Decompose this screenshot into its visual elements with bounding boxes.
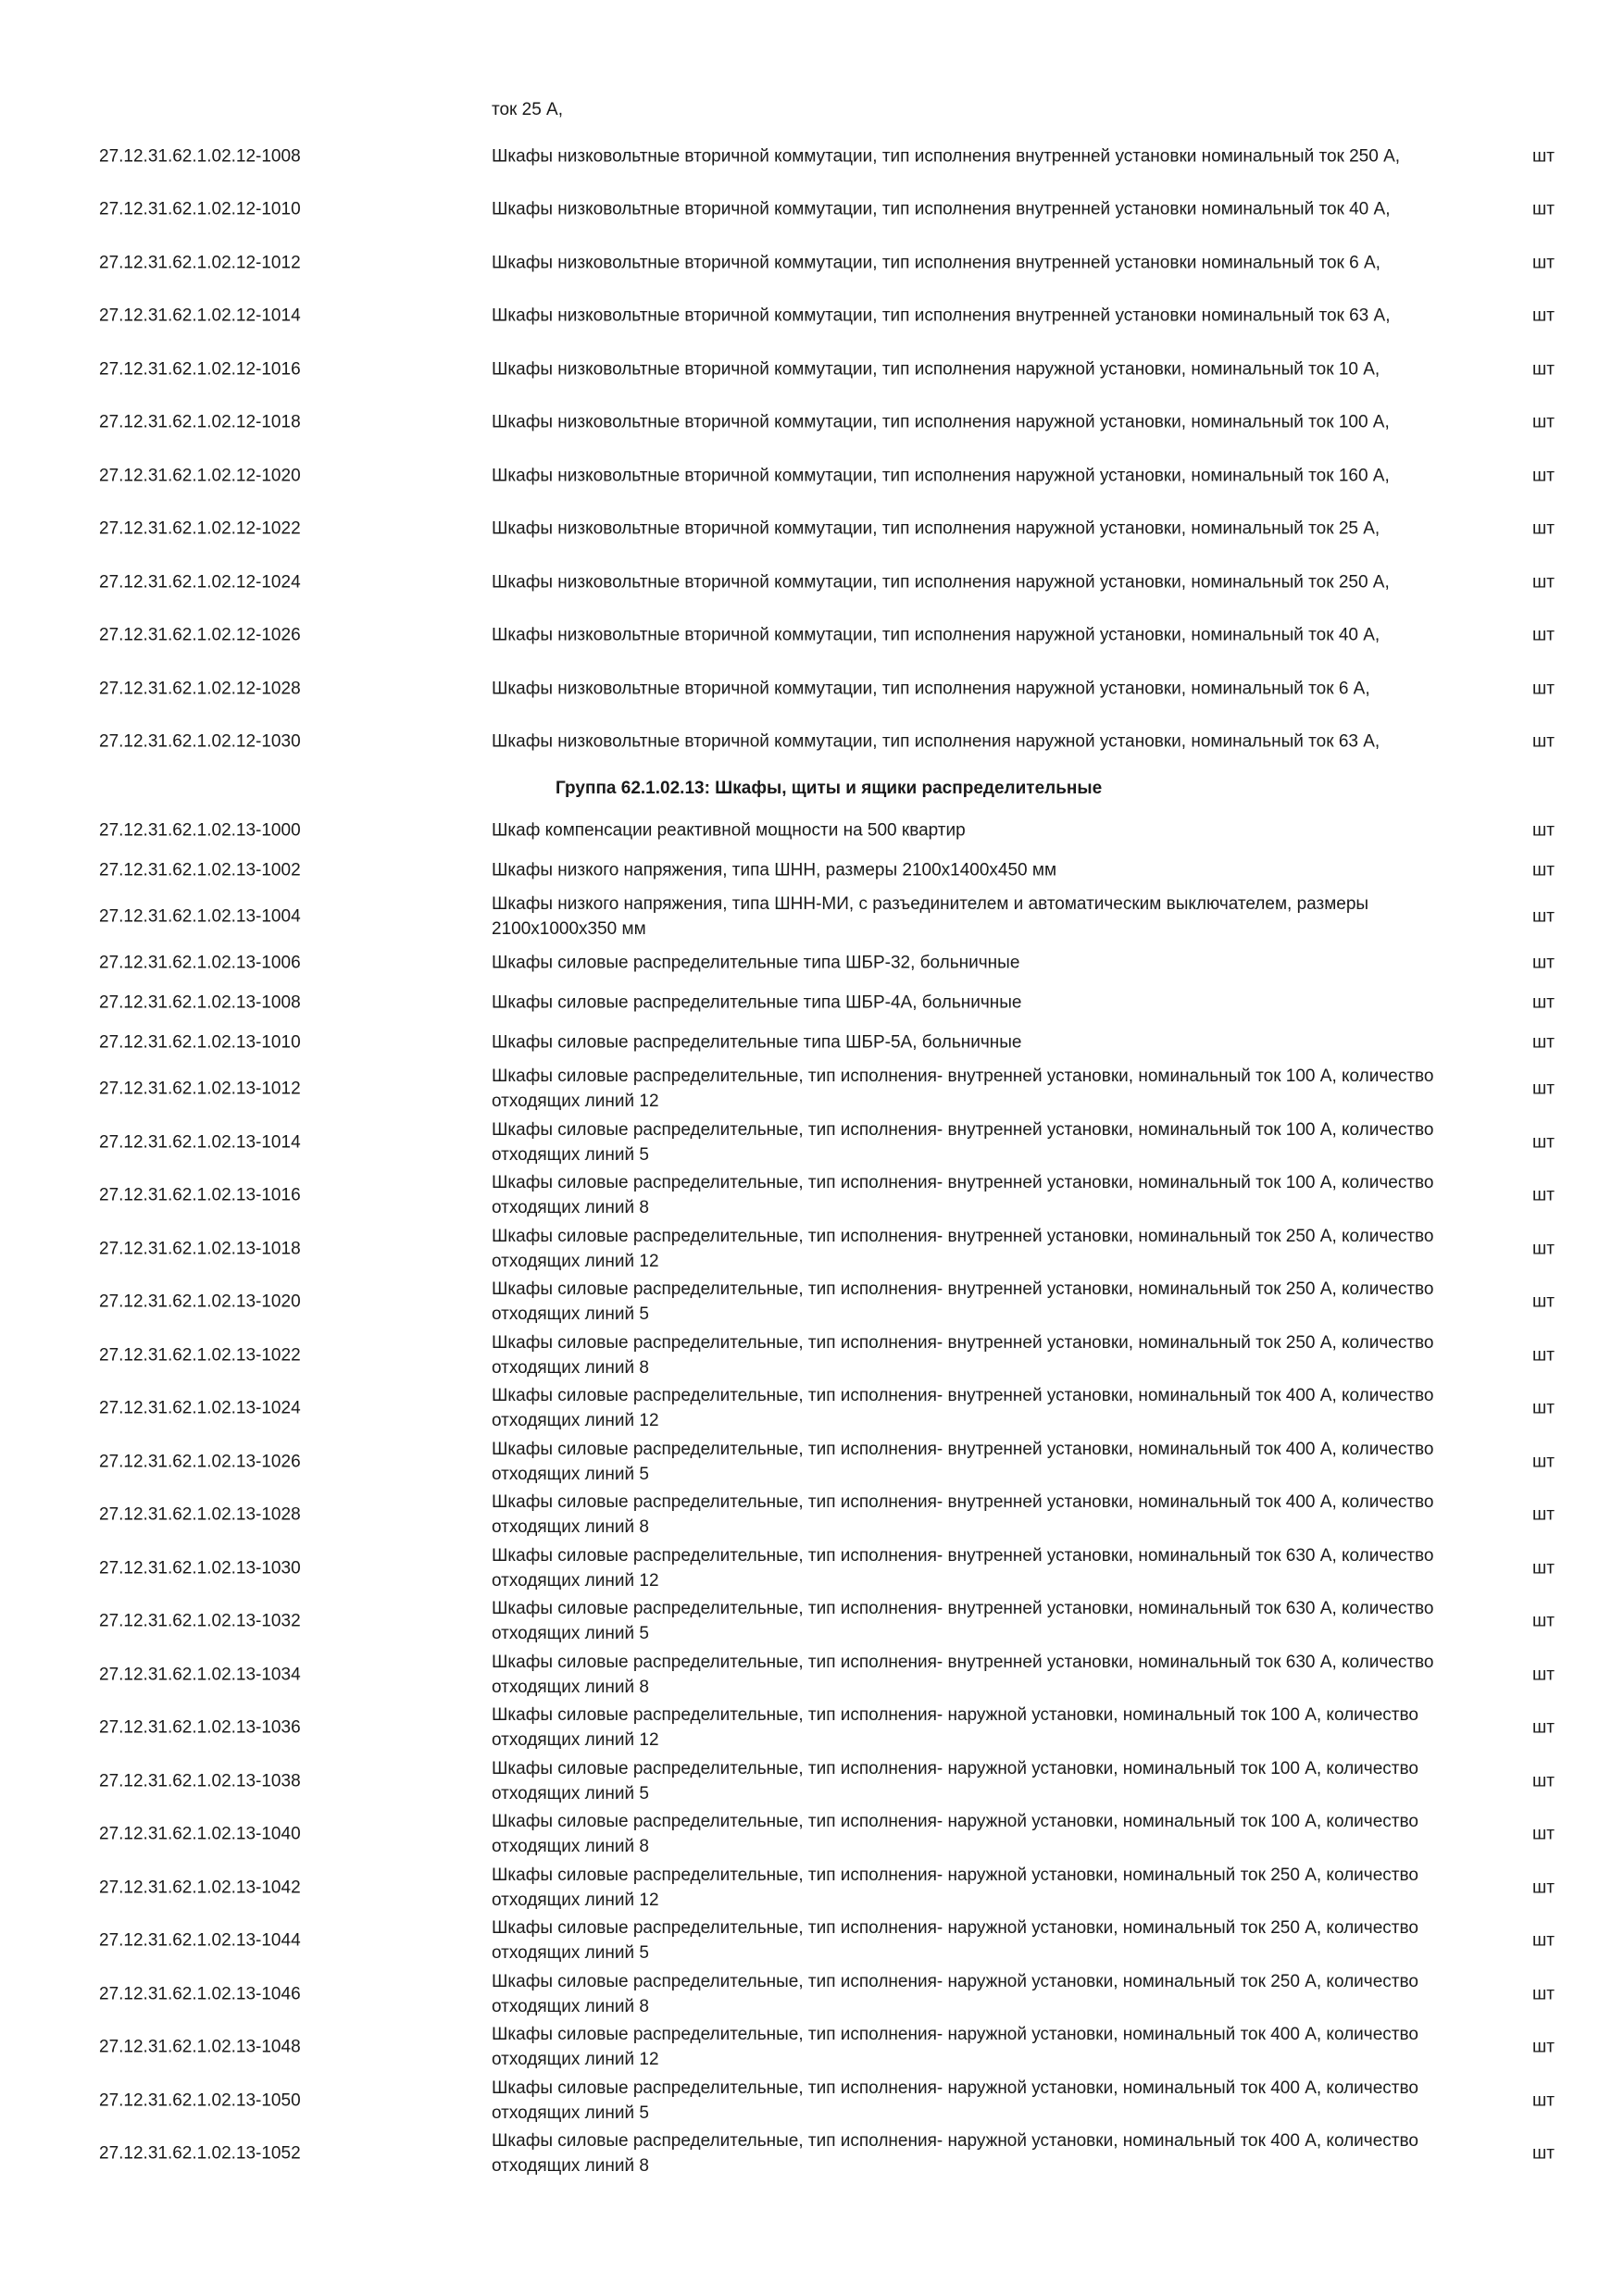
- row-name: Шкафы низковольтные вторичной коммутации, тип исполнения внутренней установки номинальный ток 63 А,: [492, 306, 1391, 326]
- table-row: [0, 1023, 1624, 1063]
- row-unit: шт: [1532, 1558, 1555, 1578]
- row-unit: шт: [1532, 1824, 1555, 1844]
- row-code: 27.12.31.62.1.02.12-1012: [99, 253, 301, 273]
- row-code: 27.12.31.62.1.02.13-1002: [99, 860, 301, 880]
- row-code: 27.12.31.62.1.02.12-1030: [99, 731, 301, 752]
- table-row: [0, 555, 1624, 609]
- table-row: [0, 1276, 1624, 1329]
- row-code: 27.12.31.62.1.02.12-1028: [99, 679, 301, 699]
- row-unit: шт: [1532, 1504, 1555, 1525]
- table-row: [0, 1063, 1624, 1117]
- continuation-text: ток 25 А,: [492, 100, 564, 119]
- row-name: Шкафы силовые распределительные, тип исполнения- внутренней установки, номинальный ток 400 А, количество отходящих линий 5: [492, 1439, 1434, 1484]
- row-name: Шкафы силовые распределительные, тип исполнения- внутренней установки, номинальный ток 400 А, количество отходящих линий 8: [492, 1492, 1434, 1538]
- row-name: Шкафы силовые распределительные, тип исполнения- внутренней установки, номинальный ток 100 А, количество отходящих линий 8: [492, 1173, 1434, 1218]
- table-row: [0, 943, 1624, 983]
- table-row: [0, 1595, 1624, 1649]
- table-row: [0, 396, 1624, 450]
- row-code: 27.12.31.62.1.02.13-1052: [99, 2143, 301, 2164]
- row-name: Шкафы силовые распределительные типа ШБР-4А, больничные: [492, 992, 1022, 1013]
- row-name: Шкафы низковольтные вторичной коммутации, тип исполнения наружной установки, номинальный ток 10 А,: [492, 359, 1380, 380]
- row-code: 27.12.31.62.1.02.13-1032: [99, 1611, 301, 1631]
- row-name: Шкафы низковольтные вторичной коммутации, тип исполнения внутренней установки номинальный ток 6 А,: [492, 253, 1380, 273]
- row-unit: шт: [1532, 1185, 1555, 1205]
- row-unit: шт: [1532, 253, 1555, 273]
- row-unit: шт: [1532, 1452, 1555, 1472]
- row-unit: шт: [1532, 2037, 1555, 2057]
- table-row: [0, 343, 1624, 396]
- table-row: [0, 1382, 1624, 1436]
- row-unit: шт: [1532, 1665, 1555, 1685]
- table-row: [0, 609, 1624, 663]
- row-unit: шт: [1532, 2090, 1555, 2111]
- row-code: 27.12.31.62.1.02.12-1022: [99, 518, 301, 539]
- table-row: [0, 810, 1624, 850]
- row-name: Шкафы низковольтные вторичной коммутации, тип исполнения наружной установки, номинальный ток 250 А,: [492, 572, 1390, 593]
- row-code: 27.12.31.62.1.02.13-1024: [99, 1398, 301, 1418]
- row-unit: шт: [1532, 518, 1555, 539]
- table-row: [0, 1915, 1624, 1968]
- row-code: 27.12.31.62.1.02.13-1038: [99, 1771, 301, 1791]
- row-code: 27.12.31.62.1.02.13-1026: [99, 1452, 301, 1472]
- group-13-short-rows: [0, 810, 1624, 1063]
- row-name: Шкафы низкого напряжения, типа ШНН-МИ, с разъединителем и автоматическим выключателем, размеры 2100х1000х350 мм: [492, 893, 1369, 939]
- row-name: Шкафы низковольтные вторичной коммутации, тип исполнения наружной установки, номинальный ток 160 А,: [492, 466, 1390, 486]
- table-row: [0, 1435, 1624, 1489]
- row-name: Шкафы силовые распределительные, тип исполнения- внутренней установки, номинальный ток 250 А, количество отходящих линий 12: [492, 1226, 1434, 1271]
- row-code: 27.12.31.62.1.02.12-1014: [99, 306, 301, 326]
- continuation-row: [0, 93, 1624, 130]
- row-code: 27.12.31.62.1.02.13-1010: [99, 1032, 301, 1053]
- row-name: Шкафы силовые распределительные, тип исполнения- внутренней установки, номинальный ток 250 А, количество отходящих линий 5: [492, 1279, 1434, 1325]
- table-row: [0, 236, 1624, 290]
- group-12-rows: [0, 130, 1624, 768]
- row-unit: шт: [1532, 306, 1555, 326]
- row-code: 27.12.31.62.1.02.13-1044: [99, 1930, 301, 1951]
- row-code: 27.12.31.62.1.02.13-1042: [99, 1878, 301, 1898]
- table-row: [0, 1329, 1624, 1382]
- row-code: 27.12.31.62.1.02.12-1010: [99, 199, 301, 219]
- row-code: 27.12.31.62.1.02.13-1028: [99, 1504, 301, 1525]
- group-title: Группа 62.1.02.13: Шкафы, щиты и ящики распределительные: [556, 779, 1103, 798]
- row-unit: шт: [1532, 1878, 1555, 1898]
- row-code: 27.12.31.62.1.02.12-1008: [99, 146, 301, 167]
- row-name: Шкафы силовые распределительные типа ШБР-32, больничные: [492, 953, 1020, 973]
- row-code: 27.12.31.62.1.02.13-1008: [99, 992, 301, 1013]
- table-row: [0, 716, 1624, 769]
- row-code: 27.12.31.62.1.02.13-1050: [99, 2090, 301, 2111]
- row-name: Шкафы силовые распределительные, тип исполнения- внутренней установки, номинальный ток 630 А, количество отходящих линий 12: [492, 1545, 1434, 1591]
- row-name: Шкаф компенсации реактивной мощности на 500 квартир: [492, 820, 966, 840]
- row-code: 27.12.31.62.1.02.13-1040: [99, 1824, 301, 1844]
- row-code: 27.12.31.62.1.02.13-1006: [99, 953, 301, 973]
- table-row: [0, 130, 1624, 183]
- table-row: [0, 1808, 1624, 1862]
- row-unit: шт: [1532, 1032, 1555, 1053]
- row-name: Шкафы силовые распределительные, тип исполнения- наружной установки, номинальный ток 100 А, количество отходящих линий 8: [492, 1812, 1418, 1857]
- group-13-rows: [0, 1063, 1624, 2181]
- row-name: Шкафы силовые распределительные, тип исполнения- наружной установки, номинальный ток 400 А, количество отходящих линий 5: [492, 2078, 1418, 2123]
- row-name: Шкафы силовые распределительные, тип исполнения- наружной установки, номинальный ток 250 А, количество отходящих линий 5: [492, 1918, 1418, 1964]
- table-row: [0, 1541, 1624, 1595]
- row-unit: шт: [1532, 731, 1555, 752]
- row-code: 27.12.31.62.1.02.12-1020: [99, 466, 301, 486]
- table-row: [0, 1222, 1624, 1276]
- table-row: [0, 503, 1624, 556]
- group-title-row: [0, 768, 1624, 810]
- row-name: Шкафы силовые распределительные, тип исполнения- внутренней установки, номинальный ток 100 А, количество отходящих линий 12: [492, 1067, 1434, 1112]
- row-unit: шт: [1532, 466, 1555, 486]
- row-unit: шт: [1532, 2143, 1555, 2164]
- row-name: Шкафы силовые распределительные, тип исполнения- наружной установки, номинальный ток 250 А, количество отходящих линий 12: [492, 1865, 1418, 1910]
- row-name: Шкафы низковольтные вторичной коммутации, тип исполнения внутренней установки номинальный ток 250 А,: [492, 146, 1401, 167]
- row-unit: шт: [1532, 412, 1555, 432]
- row-name: Шкафы низковольтные вторичной коммутации, тип исполнения наружной установки, номинальный ток 6 А,: [492, 679, 1370, 699]
- row-name: Шкафы силовые распределительные, тип исполнения- наружной установки, номинальный ток 250 А, количество отходящих линий 8: [492, 1971, 1418, 2016]
- row-unit: шт: [1532, 199, 1555, 219]
- row-unit: шт: [1532, 953, 1555, 973]
- table-row: [0, 1702, 1624, 1755]
- row-name: Шкафы низкого напряжения, типа ШНН, размеры 2100х1400х450 мм: [492, 860, 1057, 880]
- row-name: Шкафы силовые распределительные, тип исполнения- внутренней установки, номинальный ток 100 А, количество отходящих линий 5: [492, 1119, 1434, 1165]
- row-unit: шт: [1532, 1611, 1555, 1631]
- row-unit: шт: [1532, 625, 1555, 645]
- row-name: Шкафы низковольтные вторичной коммутации, тип исполнения наружной установки, номинальный ток 25 А,: [492, 518, 1380, 539]
- row-code: 27.12.31.62.1.02.13-1034: [99, 1665, 301, 1685]
- table-row: [0, 890, 1624, 943]
- row-name: Шкафы силовые распределительные, тип исполнения- наружной установки, номинальный ток 400 А, количество отходящих линий 8: [492, 2131, 1418, 2177]
- table-row: [0, 850, 1624, 890]
- row-name: Шкафы низковольтные вторичной коммутации, тип исполнения наружной установки, номинальный ток 40 А,: [492, 625, 1380, 645]
- row-unit: шт: [1532, 359, 1555, 380]
- table-row: [0, 1648, 1624, 1702]
- table-row: [0, 1116, 1624, 1169]
- table-row: [0, 1754, 1624, 1808]
- row-name: Шкафы силовые распределительные, тип исполнения- внутренней установки, номинальный ток 400 А, количество отходящих линий 12: [492, 1386, 1434, 1431]
- row-name: Шкафы силовые распределительные, тип исполнения- наружной установки, номинальный ток 400 А, количество отходящих линий 12: [492, 2025, 1418, 2070]
- row-code: 27.12.31.62.1.02.13-1012: [99, 1079, 301, 1099]
- row-code: 27.12.31.62.1.02.12-1026: [99, 625, 301, 645]
- row-unit: шт: [1532, 1398, 1555, 1418]
- row-unit: шт: [1532, 1079, 1555, 1099]
- row-code: 27.12.31.62.1.02.12-1016: [99, 359, 301, 380]
- row-unit: шт: [1532, 1132, 1555, 1153]
- row-unit: шт: [1532, 679, 1555, 699]
- row-unit: шт: [1532, 1984, 1555, 2004]
- row-name: Шкафы силовые распределительные типа ШБР-5А, больничные: [492, 1032, 1022, 1053]
- table-row: [0, 183, 1624, 237]
- row-code: 27.12.31.62.1.02.12-1024: [99, 572, 301, 593]
- table-row: [0, 290, 1624, 343]
- table-row: [0, 662, 1624, 716]
- row-code: 27.12.31.62.1.02.13-1030: [99, 1558, 301, 1578]
- row-unit: шт: [1532, 1239, 1555, 1259]
- table-row: [0, 1967, 1624, 2021]
- row-name: Шкафы низковольтные вторичной коммутации, тип исполнения внутренней установки номинальный ток 40 А,: [492, 199, 1391, 219]
- row-name: Шкафы силовые распределительные, тип исполнения- внутренней установки, номинальный ток 630 А, количество отходящих линий 5: [492, 1599, 1434, 1644]
- row-name: Шкафы силовые распределительные, тип исполнения- внутренней установки, номинальный ток 250 А, количество отходящих линий 8: [492, 1332, 1434, 1378]
- row-name: Шкафы силовые распределительные, тип исполнения- наружной установки, номинальный ток 100 А, количество отходящих линий 5: [492, 1758, 1418, 1803]
- row-name: Шкафы силовые распределительные, тип исполнения- внутренней установки, номинальный ток 630 А, количество отходящих линий 8: [492, 1652, 1434, 1697]
- row-unit: шт: [1532, 572, 1555, 593]
- row-unit: шт: [1532, 1930, 1555, 1951]
- row-name: Шкафы силовые распределительные, тип исполнения- наружной установки, номинальный ток 100 А, количество отходящих линий 12: [492, 1705, 1418, 1751]
- table-row: [0, 2128, 1624, 2181]
- table-row: [0, 1861, 1624, 1915]
- table-row: [0, 2021, 1624, 2075]
- row-unit: шт: [1532, 1345, 1555, 1366]
- row-unit: шт: [1532, 1717, 1555, 1738]
- row-name: Шкафы низковольтные вторичной коммутации, тип исполнения наружной установки, номинальный ток 63 А,: [492, 731, 1380, 752]
- row-unit: шт: [1532, 146, 1555, 167]
- row-code: 27.12.31.62.1.02.13-1048: [99, 2037, 301, 2057]
- row-unit: шт: [1532, 820, 1555, 840]
- row-code: 27.12.31.62.1.02.13-1018: [99, 1239, 301, 1259]
- row-code: 27.12.31.62.1.02.13-1046: [99, 1984, 301, 2004]
- row-unit: шт: [1532, 860, 1555, 880]
- row-code: 27.12.31.62.1.02.13-1000: [99, 820, 301, 840]
- row-code: 27.12.31.62.1.02.13-1004: [99, 906, 301, 927]
- table-row: [0, 1169, 1624, 1223]
- row-code: 27.12.31.62.1.02.13-1014: [99, 1132, 301, 1153]
- row-code: 27.12.31.62.1.02.13-1016: [99, 1185, 301, 1205]
- table-row: [0, 1489, 1624, 1542]
- price-list-table: [0, 93, 1624, 2180]
- table-row: [0, 2074, 1624, 2128]
- row-code: 27.12.31.62.1.02.13-1020: [99, 1292, 301, 1312]
- row-unit: шт: [1532, 906, 1555, 927]
- row-code: 27.12.31.62.1.02.13-1022: [99, 1345, 301, 1366]
- row-unit: шт: [1532, 992, 1555, 1013]
- row-name: Шкафы низковольтные вторичной коммутации, тип исполнения наружной установки, номинальный ток 100 А,: [492, 412, 1390, 432]
- row-unit: шт: [1532, 1771, 1555, 1791]
- table-row: [0, 983, 1624, 1023]
- row-code: 27.12.31.62.1.02.12-1018: [99, 412, 301, 432]
- table-row: [0, 449, 1624, 503]
- row-unit: шт: [1532, 1292, 1555, 1312]
- row-code: 27.12.31.62.1.02.13-1036: [99, 1717, 301, 1738]
